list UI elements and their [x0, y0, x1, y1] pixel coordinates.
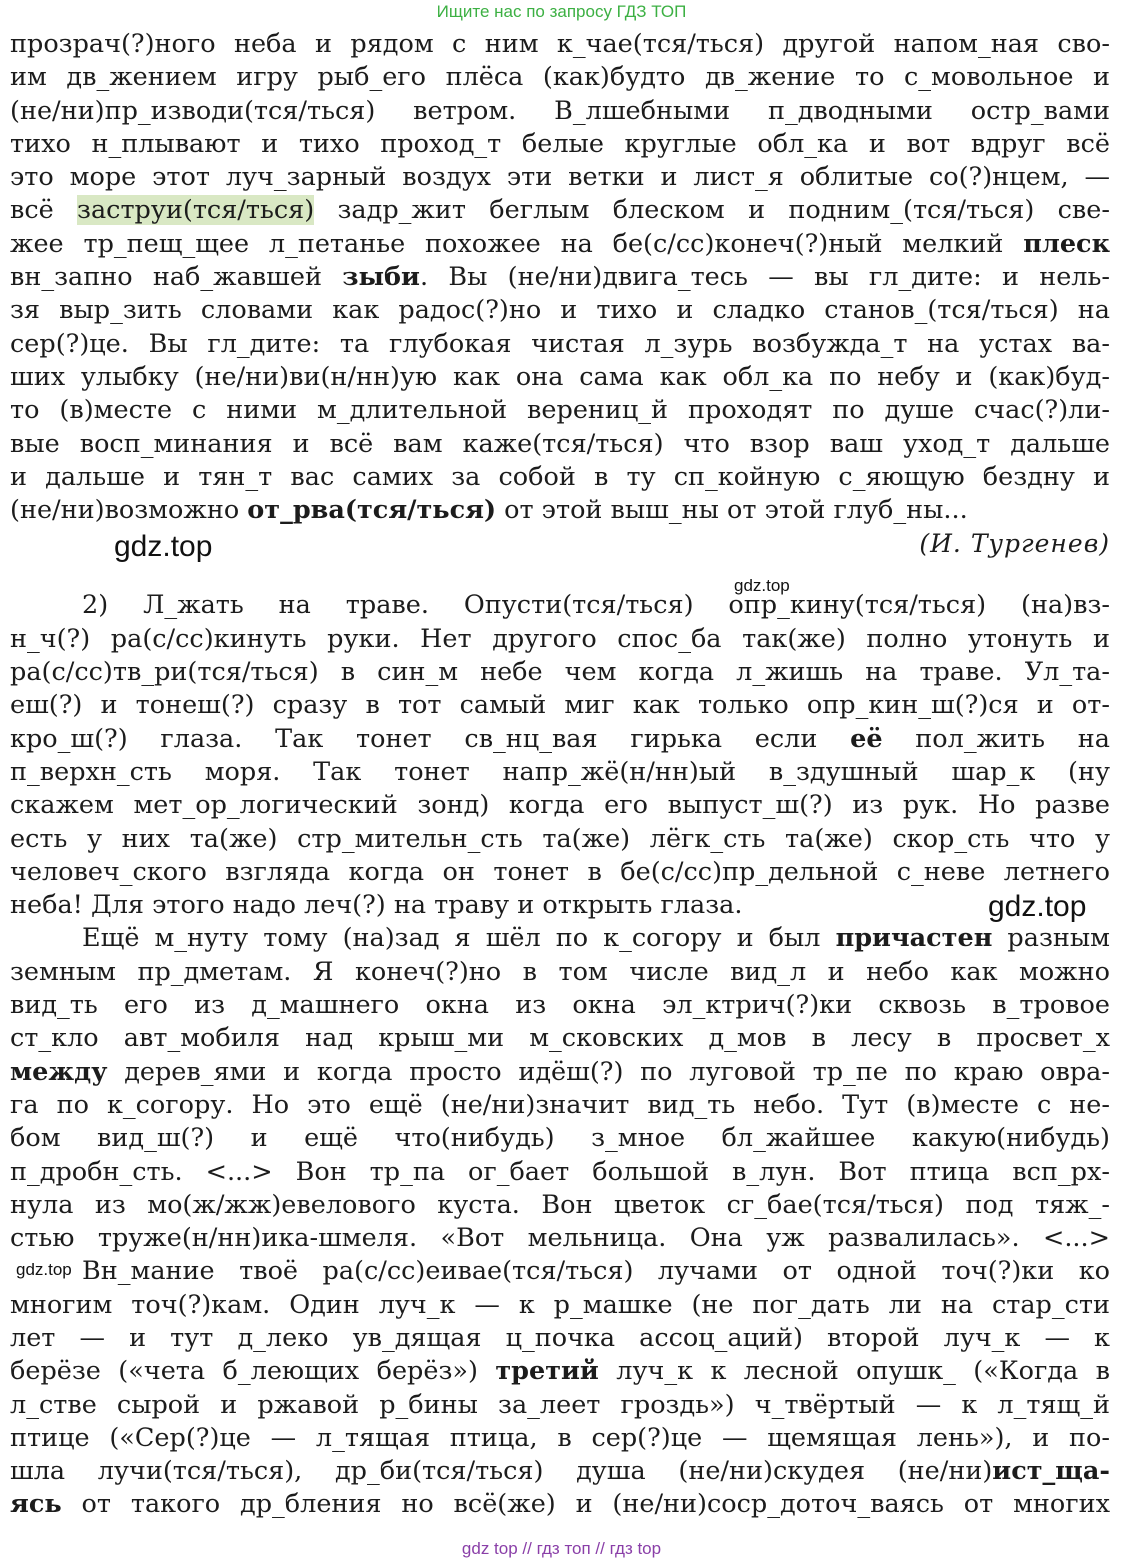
- text-line: ст_кло авт_мобиля над крыш_ми м_сковских д_мов в лесу в просвет_х: [10, 1023, 1110, 1054]
- text-line: кро_ш(?) глаза. Так тонет св_нц_вая гирька если её пол_жить на: [10, 723, 1110, 754]
- text-line: земным пр_дметам. Я конеч(?)но в том числе вид_л и небо как можно: [10, 956, 1110, 987]
- text-line: вид_ть его из д_машнего окна из окна эл_ктрич(?)ки сквозь в_тровое: [10, 990, 1110, 1021]
- text-line: нула из мо(ж/жж)евелового куста. Вон цветок сг_бае(тся/ться) под тяж_-: [10, 1189, 1110, 1220]
- text-line: вн_запно наб_жавшей зыби. Вы (не/ни)двига_тесь — вы гл_дите: и нель-: [10, 262, 1110, 293]
- text-line: Вн_мание твоё ра(с/сс)еивае(тся/ться) лучами от одной точ(?)ки ко: [82, 1256, 1110, 1287]
- bold-word: от_рва(тся/ться): [247, 495, 497, 526]
- text-line: им дв_жением игру рыб_его плёса (как)будто дв_жение то с_мовольное и: [10, 62, 1110, 93]
- author-signature: (И. Тургенев): [919, 529, 1110, 559]
- watermark: gdz.top: [734, 576, 790, 595]
- bold-word: между: [10, 1056, 108, 1087]
- text-line: стью труже(н/нн)ика-шмеля. «Вот мельница. Она уж развалилась». <...>: [10, 1223, 1110, 1254]
- highlighted-word: заструи(тся/ться): [77, 195, 315, 226]
- bold-word: третий: [495, 1356, 599, 1387]
- text-line: еш(?) и тонеш(?) сразу в тот самый миг как только опр_кин_ш(?)ся и от-: [10, 690, 1110, 721]
- document-page: [10, 28, 1110, 1522]
- text-line: то (в)месте с ними м_длительной верениц_й проходят по душе счас(?)ли-: [10, 395, 1110, 426]
- text-line: между дерев_ями и когда просто идёш(?) по луговой тр_пе по краю овра-: [10, 1056, 1110, 1087]
- text-line: (не/ни)пр_изводи(тся/ться) ветром. В_лшебными п_дводными остр_вами: [10, 95, 1110, 126]
- text-line: ясь от такого др_бления но всё(же) и (не/ни)соср_доточ_ваясь от многих: [10, 1489, 1110, 1520]
- text-line: п_верхн_сть моря. Так тонет напр_жё(н/нн)ый в_здушный шар_к (ну: [10, 756, 1110, 787]
- top-banner: Ищите нас по запросу ГДЗ ТОП: [436, 2, 687, 21]
- text-line: шла лучи(тся/ться), др_би(тся/ться) душа (не/ни)скудея (не/ни)ист_ща-: [10, 1456, 1110, 1487]
- text-line: и дальше и тян_т вас самих за собой в ту сп_койную с_яющую бездну и: [10, 461, 1110, 492]
- text-line: прозрач(?)ного неба и рядом с ним к_чае(тся/ться) другой напом_ная сво-: [10, 29, 1110, 59]
- text-line: ших улыбку (не/ни)ви(н/нн)ую как она сама как обл_ка по небу и (как)буд-: [10, 361, 1110, 392]
- text-line: это море этот луч_зарный воздух эти ветки и лист_я облитые со(?)нцем, —: [10, 162, 1110, 193]
- bold-word: ист_ща-: [992, 1456, 1110, 1487]
- text-line: лет — и тут д_леко ув_дящая ц_почка ассоц_аций) второй луч_к — к: [10, 1322, 1110, 1353]
- watermark: gdz.top: [16, 1260, 72, 1279]
- text-block-2: [10, 589, 1110, 1521]
- text-line: л_стве сырой и ржавой р_бины за_леет гроздь») ч_твёртый — к л_тящ_й: [10, 1389, 1110, 1420]
- text-line: всё заструи(тся/ться) задр_жит беглым блеском и подним_(тся/ться) све-: [10, 195, 1110, 226]
- watermark: gdz.top: [114, 530, 213, 563]
- bold-word: зыби: [342, 262, 420, 293]
- text-line: Ещё м_нуту тому (на)зад я шёл по к_согору и был причастен разным: [82, 923, 1110, 954]
- text-line: га по к_согору. Но это ещё (не/ни)значит вид_ть небо. Тут (в)месте с не-: [10, 1089, 1110, 1120]
- text-line: бом вид_ш(?) и ещё что(нибудь) з_мное бл_жайшее какую(нибудь): [10, 1123, 1110, 1154]
- bottom-banner: gdz top // гдз топ // гдз top: [461, 1539, 662, 1558]
- text-line: жее тр_пещ_щее л_петанье похожее на бе(с/сс)конеч(?)ный мелкий плеск: [10, 228, 1110, 259]
- text-line: человеч_ского взгляда когда он тонет в бе(с/сс)пр_дельной с_неве летнего: [10, 856, 1110, 887]
- bold-word: причастен: [835, 923, 993, 954]
- bold-word: её: [850, 723, 883, 754]
- bold-word: ясь: [10, 1489, 62, 1520]
- text-line: (не/ни)возможно от_рва(тся/ться) от этой выш_ны от этой глуб_ны...: [10, 495, 968, 526]
- bold-word: плеск: [1023, 228, 1110, 259]
- text-line: 2) Л_жать на траве. Опусти(тся/ться) опр_кину(тся/ться) (на)вз-: [82, 590, 1110, 621]
- text-line: зя выр_зить словами как радос(?)но и тихо и сладко станов_(тся/ться) на: [10, 295, 1110, 326]
- text-line: многим точ(?)кам. Один луч_к — к р_машке (не пог_дать ли на стар_сти: [10, 1289, 1110, 1320]
- text-line: вые восп_минания и всё вам каже(тся/ться) что взор ваш уход_т дальше: [10, 428, 1110, 459]
- text-line: скажем мет_ор_логический зонд) когда его выпуст_ш(?) из рук. Но разве: [10, 790, 1110, 821]
- text-line: ра(с/сс)тв_ри(тся/ться) в син_м небе чем когда л_жишь на траве. Ул_та-: [10, 657, 1110, 688]
- text-line: птице («Сер(?)це — л_тящая птица, в сер(?)це — щемящая лень»), и по-: [10, 1422, 1110, 1453]
- text-line: п_дробн_сть. <...> Вон тр_па ог_бает большой в_лун. Вот птица всп_рх-: [10, 1156, 1110, 1187]
- text-line: н_ч(?) ра(с/сс)кинуть руки. Нет другого спос_ба так(же) полно утонуть и: [10, 623, 1110, 654]
- watermark: gdz.top: [988, 890, 1087, 923]
- text-block-1: [10, 28, 1110, 567]
- text-line: берёзе («чета б_леющих берёз») третий луч_к к лесной опушк_ («Когда в: [10, 1356, 1110, 1387]
- text-line: тихо н_плывают и тихо проход_т белые круглые обл_ка и вот вдруг всё: [10, 128, 1110, 159]
- text-line: сер(?)це. Вы гл_дите: та глубокая чистая л_зурь возбужда_т на устах ва-: [10, 328, 1110, 359]
- text-line: неба! Для этого надо леч(?) на траву и открыть глаза.: [10, 890, 743, 921]
- text-line: есть у них та(же) стр_мительн_сть та(же) лёгк_сть та(же) скор_сть что у: [10, 823, 1110, 854]
